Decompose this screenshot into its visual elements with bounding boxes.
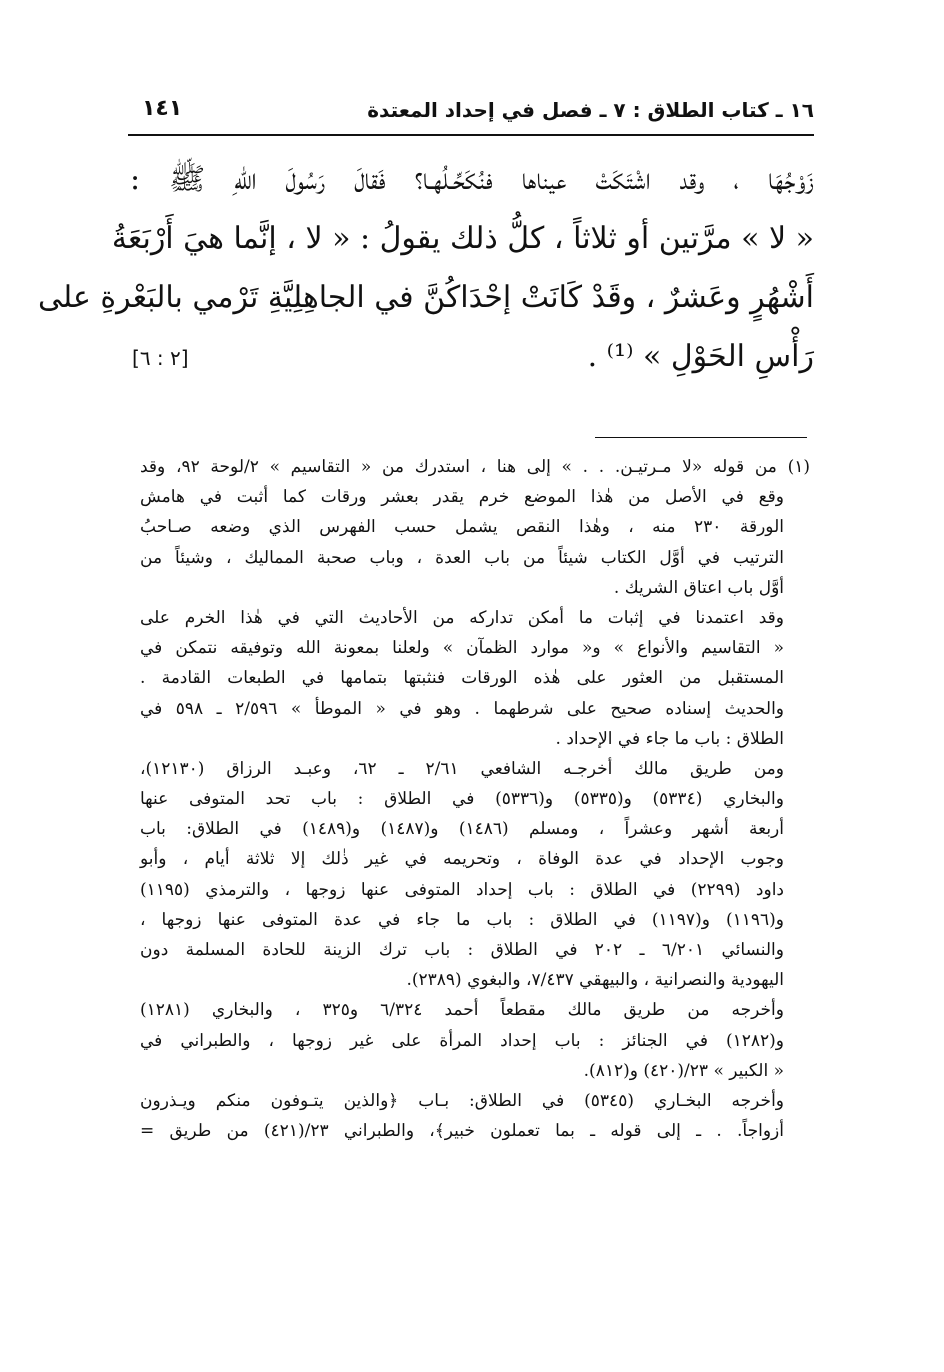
footnote-line: وأخرجه البخـاري (٥٣٤٥) في الطلاق: بـاب ﴿والذين يتـوفون منكم ويـذرون: [140, 1090, 784, 1111]
hadith-line: أَشْهُرٍ وعَشرٌ ، وقَدْ كَانَتْ إحْدَاكُنَّ في الجاهِلِيَّةِ تَرْمي بالبَعْرةِ على: [38, 280, 814, 315]
footnote-divider: [595, 437, 807, 438]
footnote-line: « التقاسيم والأنواع » و« موارد الظمآن » ولعلنا بمعونة الله وتوفيقه نتمكن في: [140, 638, 784, 659]
hadith-text: [38, 150, 814, 386]
footnote-line: وقع في الأصل من هٰذا الموضع خرم يقدر بعشر ورقات كما أثبت في هامش: [140, 487, 784, 508]
footnote-line: ومن طريق مالك أخرجـه الشافعي ٢/٦١ ـ ٦٢، وعبـد الرزاق (١٢١٣٠)،: [140, 758, 784, 779]
hadith-line: زَوْجُهَا ، وقد اشْتَكَتْ عيناها فنُكَحِّـلُهـا؟ فَقالَ رَسُولَ اللّهِ ﷺ :: [130, 162, 814, 197]
footnote-line: الترتيب في أوَّل الكتاب شيئاً من باب العدة ، وباب صحبة المماليك ، وشيئاً من: [140, 547, 784, 568]
hadith-last-line: [130, 327, 814, 386]
footnotes: [140, 452, 810, 1146]
footnote-line: الورقة ٢٣٠ منه ، وهٰذا النقص يشمل حسب الفهرس الذي وضعه صـاحبُ: [140, 517, 784, 538]
footnote-line: وقد اعتمدنا في إثبات ما أمكن تداركه من الأحاديث التي في هٰذا الخرم على: [140, 607, 784, 628]
footnote-line: أزواجاً. . ـ إلى قوله ـ بما تعملون خبير﴾، والطبراني ٢٣/(٤٢١) من طريق =: [140, 1121, 784, 1142]
footnote-line: اليهودية والنصرانية ، والبيهقي ٧/٤٣٧، والبغوي (٢٣٨٩).: [406, 970, 784, 991]
running-title: ١٦ ـ كتاب الطلاق : ٧ ـ فصل في إحداد المعتدة: [367, 98, 814, 122]
hadith-line: رَأْسِ الحَوْلِ » ⁽¹⁾ .: [587, 339, 814, 374]
footnote-line: داود (٢٢٩٩) في الطلاق : باب إحداد المتوفى عنها زوجها ، والترمذي (١١٩٥): [140, 879, 784, 900]
header-divider: [128, 134, 814, 136]
footnote-line: والحديث إسناده صحيح على شرطهما . وهو في « الموطأ » ٢/٥٩٦ ـ ٥٩٨ في: [140, 698, 785, 719]
footnote-line: الطلاق : باب ما جاء في الإحداد .: [555, 728, 784, 749]
footnote-line: و(١٢٨٢) في الجنائز : باب إحداد المرأة على غير زوجها ، والطبراني في: [140, 1030, 784, 1051]
footnote-line: والنسائي ٦/٢٠١ ـ ٢٠٢ في الطلاق : باب ترك الزينة للحادة المسلمة دون: [140, 940, 784, 960]
footnote-line: « الكبير » ٢٣/(٤٢٠) و(٨١٢).: [583, 1060, 784, 1081]
footnote-line: أوَّل باب اعتاق الشريك .: [613, 577, 784, 598]
hadith-line: « لا » مرَّتين أو ثلاثاً ، كلُّ ذلك يقولُ : « لا ، إنَّما هيَ أَرْبَعَةُ: [111, 221, 814, 256]
footnote-line: المستقبل من العثور على هٰذه الورقات فنثبتها بتمامها في الطبعات القادمة .: [140, 668, 784, 689]
footnote-line: والبخاري (٥٣٣٤) و(٥٣٣٥) و(٥٣٣٦) في الطلاق : باب تحد المتوفى عنها: [140, 789, 784, 810]
page-header: [128, 94, 814, 130]
hadith-reference: [٢ : ٦]: [132, 346, 189, 370]
footnote-line: و(١١٩٦) و(١١٩٧) في الطلاق : باب ما جاء في عدة المتوفى عنها زوجها ،: [140, 909, 784, 930]
footnote-line: وجوب الإحداد في عدة الوفاة ، وتحريمه في غير ذٰلك إلا ثلاثة أيام ، وأبو: [140, 849, 784, 870]
footnote-line: (١) من قوله «لا مـرتيـن. . . » إلى هنا ، استدرك من « التقاسيم » ٢/لوحة ٩٢، وقد: [140, 457, 811, 477]
footnote-line: وأخرجه من طريق مالك مقطعاً أحمد ٦/٣٢٤ و٣٢٥ ، والبخاري (١٢٨١): [140, 1000, 784, 1021]
footnote-line: أربعة أشهر وعشراً ، ومسلم (١٤٨٦) و(١٤٨٧) و(١٤٨٩) في الطلاق: باب: [140, 819, 784, 840]
page-number: ١٤١: [142, 96, 183, 121]
